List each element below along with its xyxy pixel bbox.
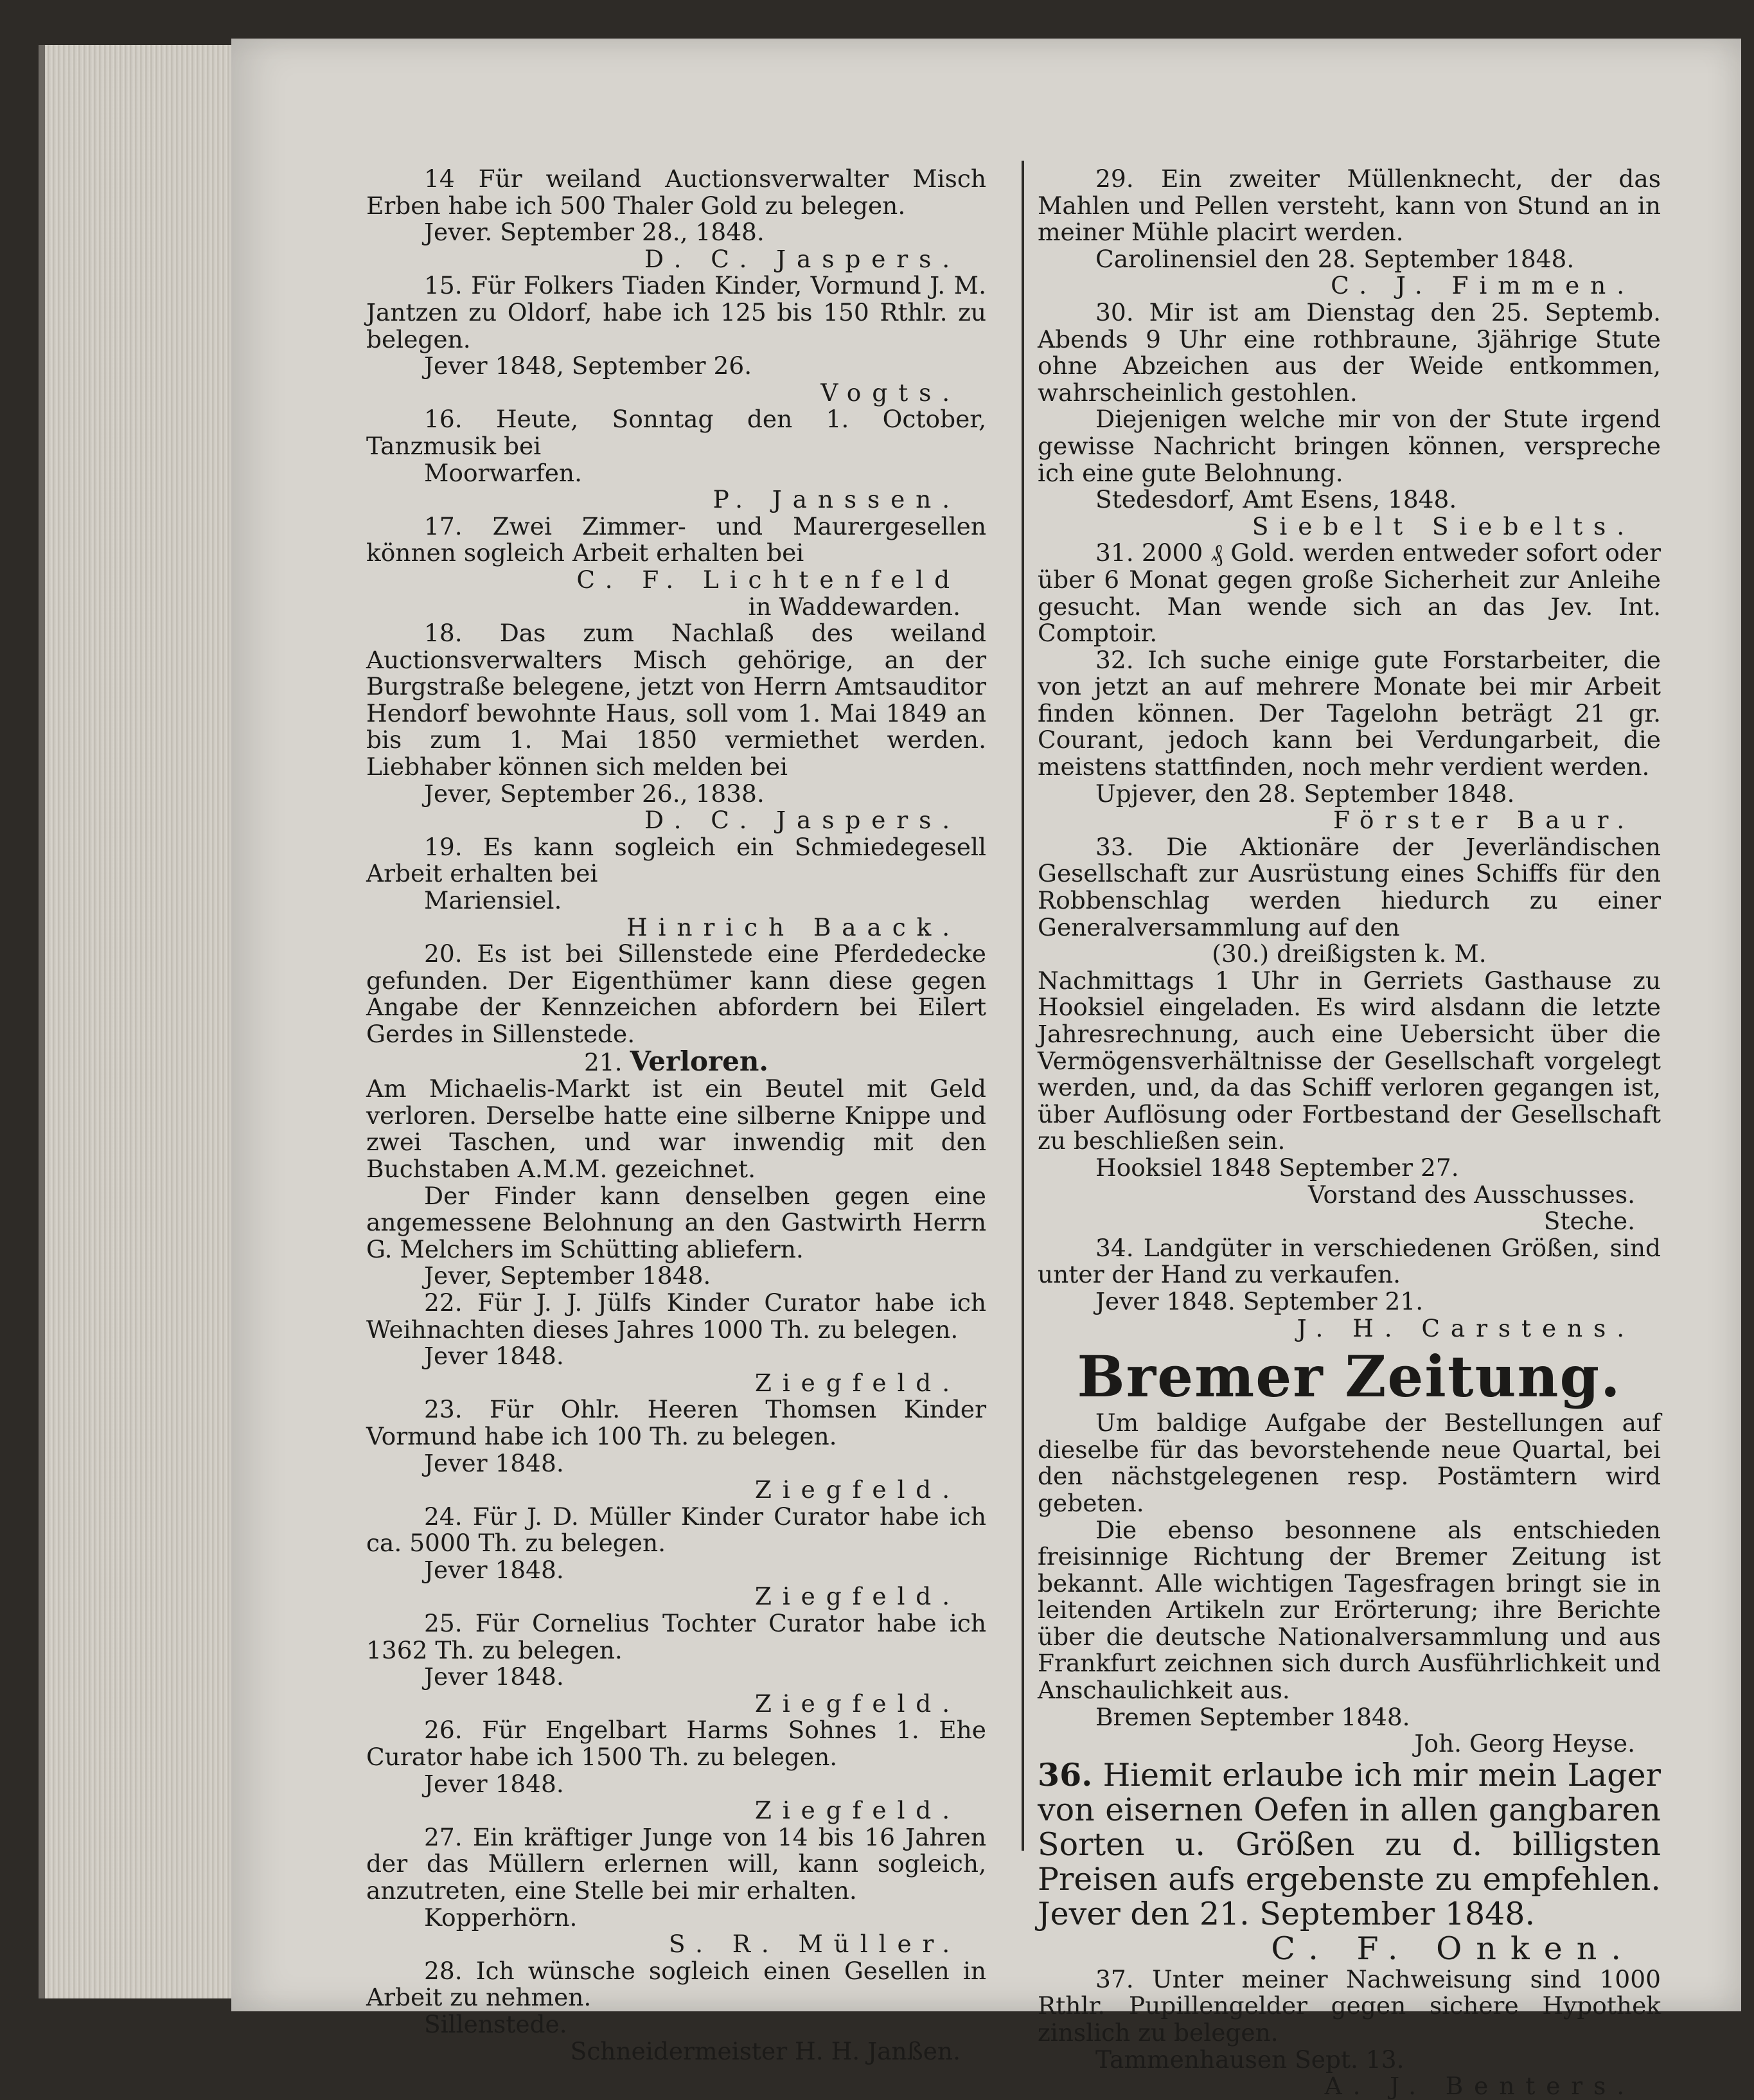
notice-23-signature: Ziegfeld. [754,1475,961,1504]
notice-18-place: Jever, September 26., 1838. [424,779,765,808]
bremer-zeitung-signature: Joh. Georg Heyse. [1414,1729,1635,1758]
bremer-zeitung-masthead: Bremer Zeitung. [1077,1343,1622,1410]
notice-18-signature: D. C. Jaspers. [644,806,961,835]
notice-34-place: Jever 1848. September 21. [1095,1286,1424,1315]
notice-22: 22. Für J. J. Jülfs Kinder Curator habe ich Weihnachten dieses Jahres 1000 Th. zu belegen. [366,1288,986,1344]
notice-25-signature: Ziegfeld. [754,1689,961,1718]
notice-30-place: Stedesdorf, Amt Esens, 1848. [1095,485,1457,514]
notice-29-place: Carolinensiel den 28. September 1848. [1095,244,1575,273]
notice-24-place: Jever 1848. [424,1555,564,1584]
notice-21-number: 21. [583,1047,623,1076]
notice-22-place: Jever 1848. [424,1342,564,1371]
bremer-zeitung-place: Bremen September 1848. [1095,1702,1410,1731]
notice-14: 14 Für weiland Auctionsverwalter Misch Erben habe ich 500 Thaler Gold zu belegen. [366,165,986,220]
notice-16-signature: P. Janssen. [713,485,961,514]
notice-36 [1038,1757,1661,1932]
bremer-zeitung-text-1: Um baldige Aufgabe der Bestellungen auf dieselbe für das bevorstehende neue Quartal, bei den nächstgelegenen resp. Postämtern wird gebeten. [1038,1409,1661,1517]
notice-16: 16. Heute, Sonntag den 1. October, Tanzmusik bei [366,405,986,460]
notice-37-place: Tammenhausen Sept. 13. [1095,2045,1404,2074]
notice-28-place: Sillenstede. [424,2009,567,2038]
notice-28: 28. Ich wünsche sogleich einen Gesellen in Arbeit zu nehmen. [366,1956,986,2012]
notice-33-signature: Vorstand des Ausschusses. [1307,1180,1635,1209]
notice-29: 29. Ein zweiter Müllenknecht, der das Mahlen und Pellen versteht, kann von Stund an in meiner Mühle placirt werden. [1038,165,1661,247]
notice-33-signature-name: Steche. [1543,1207,1635,1236]
notice-33: 33. Die Aktionäre der Jeverländischen Gesellschaft zur Ausrüstung eines Schiffs für den Robbenschlag werden hiedurch zu einer Generalversammlung auf den [1038,832,1661,941]
notice-34-signature: J. H. Carstens. [1297,1313,1635,1342]
notice-34: 34. Landgüter in verschiedenen Größen, sind unter der Hand zu verkaufen. [1038,1233,1661,1289]
notice-33-details: Nachmittags 1 Uhr in Gerriets Gasthause zu Hooksiel eingeladen. Es wird alsdann die letzte Jahresrechnung, auch eine Uebersicht über die Vermögensverhältnisse der Gesellschaft vorgelegt werden, und, da das Schiff verloren gegangen ist, über Auflösung oder Fortbestand der Gesellschaft zu beschließen sein. [1038,966,1661,1155]
notice-31: 31. 2000 ₰ Gold. werden entweder sofort oder über 6 Monat gegen große Sicherheit zur Anleihe gesucht. Man wende sich an das Jev. Int. Comptoir. [1038,538,1661,648]
notice-36-text: Hiemit erlaube ich mir mein Lager von eisernen Oefen in allen gangbaren Sorten u. Größen zu d. billigsten Preisen aufs ergebenste zu empfehlen. Jever den 21. September 1848. [1038,1756,1661,1932]
notice-16-place: Moorwarfen. [424,458,583,487]
notice-17-signature: C. F. Lichtenfeld [576,565,961,594]
right-column [1038,166,1661,2100]
notice-32: 32. Ich suche einige gute Forstarbeiter, die von jetzt an auf mehrere Monate bei mir Arbeit finden können. Der Tagelohn beträgt 21 gr. Courant, jedoch kann bei Verdungarbeit, die meistens stattfinden, noch mehr verdient werden. [1038,645,1661,781]
notice-27-signature: S. R. Müller. [668,1930,961,1959]
notice-23-place: Jever 1848. [424,1448,564,1477]
book-page-edges [39,45,251,1998]
notice-14-signature: D. C. Jaspers. [644,244,961,273]
notice-21-place: Jever, September 1848. [424,1261,711,1290]
notice-33-date: (30.) dreißigsten k. M. [1212,939,1487,968]
notice-24: 24. Für J. D. Müller Kinder Curator habe ich ca. 5000 Th. zu belegen. [366,1502,986,1558]
notice-27: 27. Ein kräftiger Junge von 14 bis 16 Jahren der das Müllern erlernen will, kann sogleich, anzutreten, eine Stelle bei mir erhalten. [366,1822,986,1905]
notice-15-place: Jever 1848, September 26. [424,351,752,380]
column-divider [1022,161,1024,1851]
notice-37: 37. Unter meiner Nachweisung sind 1000 Rthlr. Pupillengelder gegen sichere Hypothek zinslich zu belegen. [1038,1964,1661,2047]
notice-18: 18. Das zum Nachlaß des weiland Auctionsverwalters Misch gehörige, an der Burgstraße belegene, jetzt von Herrn Amtsauditor Hendorf bewohnte Haus, soll vom 1. Mai 1849 an bis zum 1. Mai 1850 vermiethet werden. Liebhaber können sich melden bei [366,619,986,781]
notice-30-signature: Siebelt Siebelts. [1252,512,1635,540]
notice-30: 30. Mir ist am Dienstag den 25. Septemb. Abends 9 Uhr eine rothbraune, 3jährige Stute ohne Abzeichen aus der Weide entkommen, wahrscheinlich gestohlen. [1038,298,1661,407]
notice-21: Am Michaelis-Markt ist ein Beutel mit Geld verloren. Derselbe hatte eine silberne Knippe und zwei Taschen, und war inwendig mit den Buchstaben A.M.M. gezeichnet. [366,1074,986,1183]
notice-32-place: Upjever, den 28. September 1848. [1095,779,1515,808]
bremer-zeitung-text-2: Die ebenso besonnene als entschieden freisinnige Richtung der Bremer Zeitung ist bekannt. Alle wichtigen Tagesfragen bringt sie in leitenden Artikeln zur Erörterung; ihre Berichte über die deutsche Nationalversammlung und aus Frankfurt zeichnen sich durch Ausführlichkeit und Anschaulichkeit aus. [1038,1515,1661,1705]
notice-26-place: Jever 1848. [424,1769,564,1798]
notice-15: 15. Für Folkers Tiaden Kinder, Vormund J. M. Jantzen zu Oldorf, habe ich 125 bis 150 Rthlr. zu belegen. [366,271,986,353]
notice-23: 23. Für Ohlr. Heeren Thomsen Kinder Vormund habe ich 100 Th. zu belegen. [366,1395,986,1450]
notice-37-signature: A. J. Benters. [1324,2072,1635,2100]
notice-36-number: 36. [1038,1756,1093,1793]
notice-17: 17. Zwei Zimmer- und Maurergesellen können sogleich Arbeit erhalten bei [366,512,986,567]
notice-17-signature-place: in Waddewarden. [748,592,961,621]
notice-24-signature: Ziegfeld. [754,1582,961,1611]
notice-14-place: Jever. September 28., 1848. [424,218,765,247]
notice-21-title: Verloren. [630,1045,769,1077]
notice-22-signature: Ziegfeld. [754,1368,961,1397]
notice-30-reward: Diejenigen welche mir von der Stute irgend gewisse Nachricht bringen können, verspreche ich eine gute Belohnung. [1038,405,1661,487]
left-column [366,166,986,2065]
notice-26: 26. Für Engelbart Harms Sohnes 1. Ehe Curator habe ich 1500 Th. zu belegen. [366,1716,986,1772]
notice-21-finder: Der Finder kann denselben gegen eine angemessene Belohnung an den Gastwirth Herrn G. Melchers im Schütting abliefern. [366,1181,986,1263]
notice-32-signature: Förster Baur. [1333,806,1635,835]
notice-25: 25. Für Cornelius Tochter Curator habe ich 1362 Th. zu belegen. [366,1609,986,1664]
notice-29-signature: C. J. Fimmen. [1331,271,1635,300]
notice-36-signature: C. F. Onken. [1271,1930,1635,1967]
notice-26-signature: Ziegfeld. [754,1796,961,1825]
notice-25-place: Jever 1848. [424,1662,564,1691]
notice-19-place: Mariensiel. [424,886,562,915]
notice-15-signature: Vogts. [820,378,961,407]
notice-19: 19. Es kann sogleich ein Schmiedegesell Arbeit erhalten bei [366,832,986,888]
notice-21-heading [366,1045,986,1077]
notice-33-place: Hooksiel 1848 September 27. [1095,1153,1459,1182]
notice-28-signature: Schneidermeister H. H. Janßen. [570,2036,961,2065]
notice-27-place: Kopperhörn. [424,1903,578,1932]
notice-20: 20. Es ist bei Sillenstede eine Pferdedecke gefunden. Der Eigenthümer kann diese gegen Angabe der Kennzeichen abfordern bei Eilert Gerdes in Sillenstede. [366,939,986,1048]
notice-19-signature: Hinrich Baack. [626,912,961,941]
